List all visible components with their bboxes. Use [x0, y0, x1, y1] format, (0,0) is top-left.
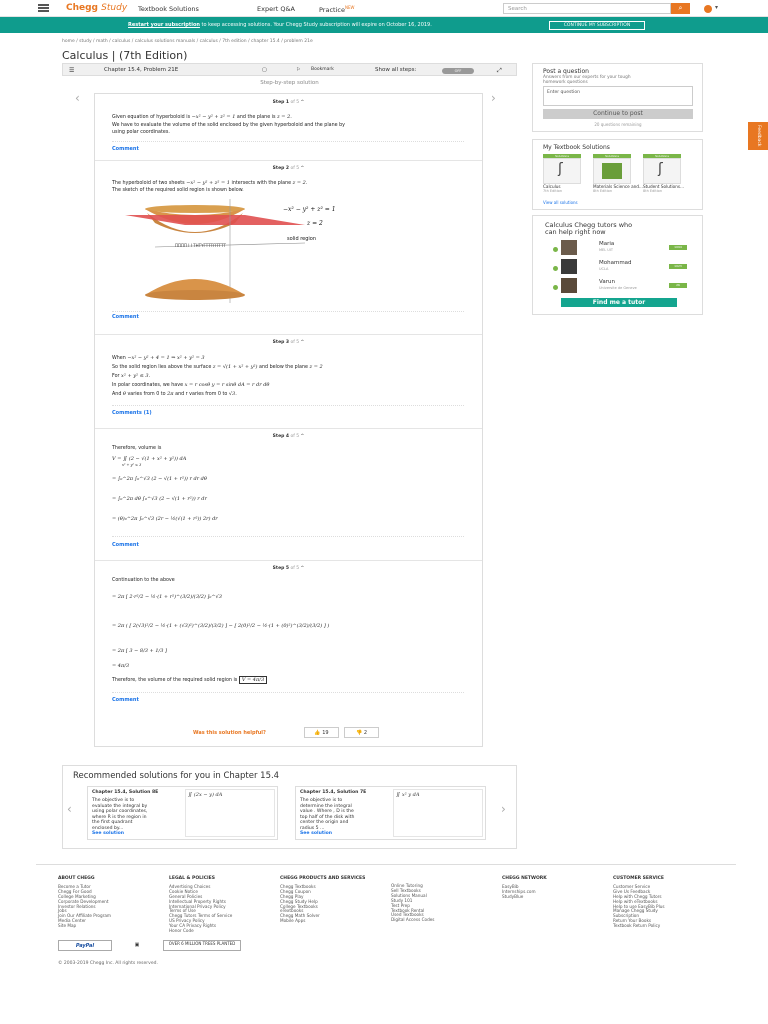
divider: [112, 536, 464, 537]
step-text: The hyperboloid of two sheets −x² − y² + z² = 1 intersects with the plane z = 2.: [112, 180, 308, 186]
divider: [112, 692, 464, 693]
formula-line: = 2π ( [ 2(√3)²/2 − ½·(1 + (√3)²)^(3/2)/(3/2) ] − [ 2(0)²/2 − ½·(1 + (0)²)^(3/2)/(3/2) ] ): [112, 623, 330, 629]
hyperboloid-bottom-rim: [145, 290, 245, 300]
rating-badge: 1023: [669, 264, 687, 269]
square-icon[interactable]: ▢: [262, 67, 267, 73]
restart-subscription-link[interactable]: Restart your subscription: [128, 22, 200, 28]
divider: [112, 311, 464, 312]
formula-preview: ∬ (2x − y) dA: [185, 789, 275, 837]
expand-icon[interactable]: ⤢: [497, 67, 502, 74]
textbook-item[interactable]: Solutions ʃ Student Solutions... 8th Edition: [643, 154, 685, 193]
online-status-icon: [553, 266, 558, 271]
recommended-title: Recommended solutions for you in Chapter 15.4: [73, 771, 280, 781]
footer-col-products-2: Online Tutoring Sell Textbooks Solutions Manual Study 101 Test Prep Textbook Rental Used Textbooks Digital Access Codes: [391, 883, 435, 923]
thumbs-down-icon: 👎: [355, 730, 363, 736]
solid-region-figure: [115, 199, 385, 303]
book-cover-icon: ʃ: [658, 161, 663, 177]
formula-line: = ∫₀^2π dθ ∫₀^√3 (2 − √(1 + r²)) r dr: [112, 496, 207, 502]
tutor-avatar: [561, 278, 577, 293]
feedback-tab[interactable]: Feedback: [748, 122, 768, 150]
step-text: And θ varies from 0 to 2π and r varies from 0 to √3.: [112, 391, 237, 397]
rating-badge: 1094: [669, 245, 687, 250]
step-text: The sketch of the required solid region is shown below.: [112, 188, 244, 193]
find-tutor-button[interactable]: Find me a tutor: [561, 298, 677, 307]
view-all-solutions-link[interactable]: View all solutions: [543, 200, 578, 205]
tutors-panel: [532, 215, 703, 315]
comment-link[interactable]: Comment: [112, 146, 139, 152]
recommended-card[interactable]: Chapter 15.4, Solution 8E The objective is to evaluate the integral by using polar coordinates, where R is the region in the first quadrant enclosed by... See solution ∬ (2x − y) dA: [87, 786, 278, 840]
continue-subscription-button[interactable]: CONTINUE MY SUBSCRIPTION: [549, 21, 645, 30]
recommended-card[interactable]: Chapter 15.4, Solution 7E The objective is to determine the integral value . Where , D is the top half of the disk with center the origin and radius 5 ... See solution ∬ x² y dA: [295, 786, 486, 840]
step-text: So the solid region lies above the surface z = √(1 + x² + y²) and below the plane z = 2: [112, 364, 323, 370]
show-all-steps-toggle[interactable]: OFF: [442, 68, 474, 74]
step-text: Therefore, the volume of the required solid region is V = 4π/3: [112, 677, 267, 683]
step-text: Given equation of hyperboloid is −x² − y² + z² = 1 and the plane is z = 2.: [112, 114, 292, 120]
figure-region-label: solid region: [287, 236, 317, 242]
rec-prev-arrow-icon[interactable]: ‹: [67, 802, 72, 816]
search-button[interactable]: [671, 3, 690, 14]
axis-ticks: ΠΠΠΠ Ι Ι ΤΗΤΥΓΤΤΤΠΤΤΤΤ: [175, 243, 226, 248]
step-text: We have to evaluate the volume of the solid enclosed by the given hyperboloid and the plane by: [112, 123, 345, 128]
tutor-item[interactable]: Varun Universite de Geneve 26: [561, 278, 691, 294]
step-text: For x² + y² ≤ 3.: [112, 373, 151, 379]
see-solution-link[interactable]: See solution: [92, 831, 125, 836]
divider: [112, 405, 464, 406]
comment-link[interactable]: Comment: [112, 314, 139, 320]
paypal-badge: PayPal: [58, 940, 112, 951]
solution-box: [94, 93, 483, 747]
footer-col-products: CHEGG PRODUCTS AND SERVICES Chegg Textbooks Chegg Coupon Chegg Play Chegg Study Help College Textbooks eTextbooks Chegg Math Solver Mobile Apps: [280, 876, 366, 924]
rating-bar: [94, 723, 483, 743]
formula-preview: ∬ x² y dA: [393, 789, 483, 837]
avatar[interactable]: [704, 5, 712, 13]
online-status-icon: [553, 247, 558, 252]
tutor-item[interactable]: Mohammad UCLA 1023: [561, 259, 691, 275]
comment-link[interactable]: Comment: [112, 697, 139, 703]
step-header[interactable]: Step 3 of 5 ^: [272, 340, 305, 345]
formula-line: = 2π [ 2·r²/2 − ½·(1 + r²)^(3/2)/(3/2) ]₀^√3: [112, 594, 222, 600]
continue-to-post-button[interactable]: Continue to post: [543, 109, 693, 119]
list-icon[interactable]: ☰: [69, 67, 75, 74]
chevron-down-icon[interactable]: ▾: [715, 4, 719, 11]
helpful-question: Was this solution helpful?: [193, 730, 266, 736]
solution-toolbar: [62, 63, 517, 76]
step-1: [95, 94, 482, 161]
rec-next-arrow-icon[interactable]: ›: [501, 802, 506, 816]
formula-subscript: x² + y² ≤ 3: [122, 463, 142, 467]
recommended-solutions: [62, 765, 517, 849]
tutors-title: Calculus Chegg tutors who can help right now: [545, 221, 633, 236]
step-text: When −x² − y² + 4 = 1 ⇒ x² + y² = 3: [112, 355, 205, 361]
see-solution-link[interactable]: See solution: [300, 831, 333, 836]
step-header[interactable]: Step 1 of 5 ^: [272, 100, 305, 105]
prev-arrow-icon[interactable]: ‹: [75, 91, 80, 105]
step-3: [95, 335, 482, 429]
page-title: Calculus | (7th Edition): [62, 49, 188, 62]
thumbs-up-icon: 👍: [314, 730, 321, 736]
nav-practice[interactable]: Practice$^{NEW}$: [319, 5, 355, 15]
rating-badge: 26: [669, 283, 687, 288]
step-header[interactable]: Step 4 of 5 ^: [272, 434, 305, 439]
chapter-title: Chapter 15.4, Problem 21E: [104, 67, 179, 73]
comment-link[interactable]: Comment: [112, 542, 139, 548]
post-question-panel: Post a question Answers from our experts for your tough homework questions Enter question Continue to post 20 questions remaining: [532, 63, 703, 132]
comments-link[interactable]: Comments (1): [112, 410, 152, 416]
copyright: © 2003-2019 Chegg Inc. All rights reserved.: [58, 961, 158, 966]
nav-expert-qa[interactable]: Expert Q&A: [257, 5, 295, 13]
my-textbook-solutions-panel: [532, 139, 703, 210]
question-input[interactable]: Enter question: [543, 86, 693, 106]
step-by-step-label: Step-by-step solution: [260, 80, 319, 86]
formula-line: = 2π [ 3 − 8/3 + 1/3 ]: [112, 648, 167, 654]
step-text: using polar coordinates.: [112, 130, 170, 135]
footer-col-legal: LEGAL & POLICIES Advertising Choices Cookie Notice General Policies Intellectual Property Rights International Privacy Policy Terms of Use Chegg Tutors Terms of Service US Privacy Policy Your CA Privacy Rights Honor Code: [169, 876, 233, 934]
menu-icon[interactable]: [38, 4, 49, 12]
tutor-item[interactable]: Maria MEL UIT 1094: [561, 240, 691, 256]
textbook-item[interactable]: Solutions Materials Science and... 8th Edition: [593, 154, 643, 193]
trees-planted-badge: OVER 6 MILLION TREES PLANTED: [163, 940, 241, 951]
chegg-logo[interactable]: Chegg Study: [66, 3, 128, 13]
formula-line: V = ∬ (2 − √(1 + x² + y²)) dA: [112, 456, 187, 462]
search-input[interactable]: Search: [503, 3, 671, 14]
footer-col-customer-service: CUSTOMER SERVICE Customer Service Give Us Feedback Help with Chegg Tutors Help with eTextbooks Help to use EasyBib Plus Manage Chegg Study Subscription Return Your Books Textbook Return Policy: [613, 876, 665, 929]
step-5: [95, 561, 482, 721]
thumbs-up-button[interactable]: 👍 19: [304, 727, 339, 738]
book-cover-icon: ʃ: [558, 161, 563, 177]
textbook-item[interactable]: Solutions ʃ Calculus 7th Edition: [543, 154, 581, 200]
plane-z2: [125, 215, 305, 225]
search-icon: ⌕: [678, 4, 683, 12]
step-header[interactable]: Step 2 of 5 ^: [272, 166, 305, 171]
online-status-icon: [553, 285, 558, 290]
divider: [112, 141, 464, 142]
step-2: [95, 161, 482, 335]
questions-remaining: 20 questions remaining: [594, 122, 642, 127]
mts-title: My Textbook Solutions: [543, 144, 610, 151]
show-all-steps-label: Show all steps:: [375, 67, 417, 73]
accredited-icon: ▣: [134, 942, 140, 948]
step-header[interactable]: Step 5 of 5 ^: [272, 566, 305, 571]
bookmark-button[interactable]: Bookmark: [311, 67, 334, 72]
next-arrow-icon[interactable]: ›: [491, 91, 496, 105]
formula-line: = (θ)₀^2π ∫₀^√3 (2r − ½(√(1 + r²)) 2r) dr: [112, 516, 218, 522]
subscription-banner: Restart your subscription to keep accessing solutions. Your Chegg Study subscription will expire on October 16, 2019. CONTINUE MY SUBSCRIPTION: [0, 17, 768, 33]
nav-textbook-solutions[interactable]: Textbook Solutions: [138, 5, 199, 13]
formula-line: = ∫₀^2π ∫₀^√3 (2 − √(1 + r²)) r dr dθ: [112, 476, 207, 482]
step-4: [95, 429, 482, 561]
footer-col-about: ABOUT CHEGG Become a Tutor Chegg For Good College Marketing Corporate Development Investor Relations Jobs Join Our Affiliate Program Media Center Site Map: [58, 876, 111, 929]
figure-equation-label: −x² − y² + z² = 1: [283, 206, 336, 213]
book-cover-icon: [602, 163, 622, 179]
formula-line: = 4π/3: [112, 663, 130, 669]
step-text: In polar coordinates, we have x = r cosθ y = r sinθ dA = r dr dθ: [112, 382, 270, 388]
figure-plane-label: z = 2: [307, 220, 323, 227]
top-nav: [0, 0, 768, 17]
tutor-avatar: [561, 259, 577, 274]
breadcrumb[interactable]: home / study / math / calculus / calculus solutions manuals / calculus / 7th edition / chapter 15.4 / problem 21e: [62, 39, 313, 44]
footer-col-network: CHEGG NETWORK EasyBib Internships.com StudyBlue: [502, 876, 547, 899]
post-question-title: Post a question: [543, 68, 589, 75]
step-text: Continuation to the above: [112, 578, 175, 583]
footer: [36, 864, 736, 934]
step-text: Therefore, volume is: [112, 446, 162, 451]
bookmark-icon[interactable]: ⚐: [296, 67, 301, 73]
tutor-avatar: [561, 240, 577, 255]
thumbs-down-button[interactable]: 👎 2: [344, 727, 379, 738]
